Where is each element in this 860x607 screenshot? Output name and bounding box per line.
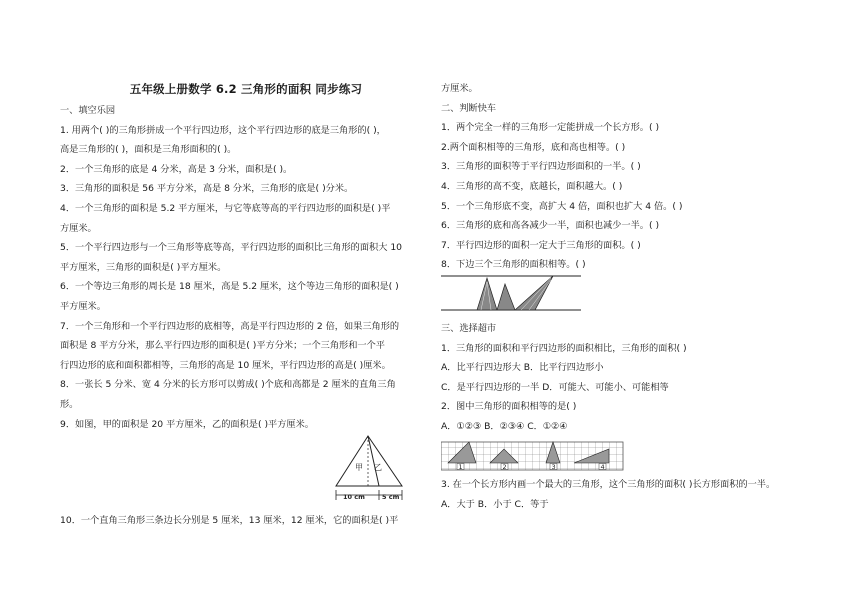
triangle-number-3: 3 <box>551 463 556 471</box>
triangle-figure-q9 <box>330 434 406 502</box>
choice-section <box>441 319 813 437</box>
question-line: 行四边形的底和面积都相等，三角形的高是 10 厘米，平行四边形的高是( )厘米。 <box>60 359 391 371</box>
grid-triangles-figure <box>441 440 627 472</box>
question-line: 形。 <box>60 398 79 410</box>
question-line: 2．图中三角形的面积相等的是( ) <box>441 401 577 413</box>
figure-label-a: 甲 <box>355 463 363 472</box>
question-line: 1．三角形的面积和平行四边形的面积相比，三角形的面积( ) <box>441 342 687 354</box>
option-line: A．比平行四边形大 B．比平行四边形小 <box>441 362 604 374</box>
left-column <box>60 101 432 434</box>
right-column <box>441 79 813 275</box>
question-line: 9．如图，甲的面积是 20 平方厘米，乙的面积是( )平方厘米。 <box>60 418 314 430</box>
page-title: 五年级上册数学 6.2 三角形的面积 同步练习 <box>129 82 363 96</box>
section-heading-choice: 三、选择超市 <box>441 323 497 334</box>
question-line: 8．下边三个三角形的面积相等。( ) <box>441 259 586 271</box>
option-line: A．①②③ B．②③④ C．①②④ <box>441 420 568 432</box>
question-line: 7．平行四边形的面积一定大于三角形的面积。( ) <box>441 239 641 251</box>
question-line: 2．一个三角形的底是 4 分米，高是 3 分米，面积是( )。 <box>60 163 293 175</box>
question-line: 6．一个等边三角形的周长是 18 厘米，高是 5.2 厘米，这个等边三角形的面积是( ) <box>60 281 399 293</box>
question-line: 3．三角形的面积是 56 平方分米，高是 8 分米，三角形的底是( )分米。 <box>60 183 354 195</box>
figure-label-b: 乙 <box>374 463 382 472</box>
question-line: 方厘米。 <box>60 222 97 234</box>
dimension-label-b: 5 cm <box>382 493 400 501</box>
question-line: 高是三角形的( )，面积是三角形面积的( )。 <box>60 144 237 156</box>
question-line: 10．一个直角三角形三条边长分别是 5 厘米，13 厘米，12 厘米，它的面积是( )平 <box>60 515 399 526</box>
choice-section-end <box>441 475 813 514</box>
question-line: 3. 在一个长方形内画一个最大的三角形，这个三角形的面积( )长方形面积的一半。 <box>441 479 776 490</box>
triangle-number-2: 2 <box>502 463 507 471</box>
question-line: 3．三角形的面积等于平行四边形面积的一半。( ) <box>441 161 641 173</box>
question-line: 1. 用两个( )的三角形拼成一个平行四边形，这个平行四边形的底是三角形的( )， <box>60 124 386 136</box>
question-line: 8．一张长 5 分米、宽 4 分米的长方形可以剪成( )个底和高都是 2 厘米的直角三角 <box>60 379 396 391</box>
question-line: 平方厘米。 <box>60 300 106 312</box>
question-line: 5．一个平行四边形与一个三角形等底等高，平行四边形的面积比三角形的面积大 10 <box>60 242 403 254</box>
question-line: 4．三角形的高不变，底越长，面积越大。( ) <box>441 180 623 192</box>
option-line: A．大于 B．小于 C．等于 <box>441 498 549 510</box>
triangle-number-1: 1 <box>458 463 463 471</box>
dimension-label-a: 10 cm <box>343 493 365 501</box>
question-line: 6．三角形的底和高各减少一半，面积也减少一半。( ) <box>441 220 660 232</box>
question-line: 面积是 8 平方分米，那么平行四边形的面积是( )平方分米；一个三角形和一个平 <box>60 340 385 352</box>
continued-line: 方厘米。 <box>441 83 478 94</box>
triangle-number-4: 4 <box>600 463 605 471</box>
question-line: 平方厘米，三角形的面积是( )平方厘米。 <box>60 261 227 273</box>
parallel-triangles-figure <box>441 268 581 314</box>
question-line: 7．一个三角形和一个平行四边形的底相等，高是平行四边形的 2 倍，如果三角形的 <box>60 320 400 332</box>
section-heading-fill: 一、填空乐园 <box>60 105 116 116</box>
question-line: 2.两个面积相等的三角形，底和高也相等。( ) <box>441 141 626 153</box>
section-heading-judge: 二、判断快车 <box>441 102 497 114</box>
question-line: 5．一个三角形底不变，高扩大 4 倍，面积也扩大 4 倍。( ) <box>441 200 683 212</box>
question-line: 4．一个三角形的面积是 5.2 平方厘米，与它等底等高的平行四边形的面积是( )平 <box>60 202 391 214</box>
option-line: C．是平行四边形的一半 D．可能大、可能小、可能相等 <box>441 381 669 393</box>
question-line: 1．两个完全一样的三角形一定能拼成一个长方形。( ) <box>441 122 660 134</box>
